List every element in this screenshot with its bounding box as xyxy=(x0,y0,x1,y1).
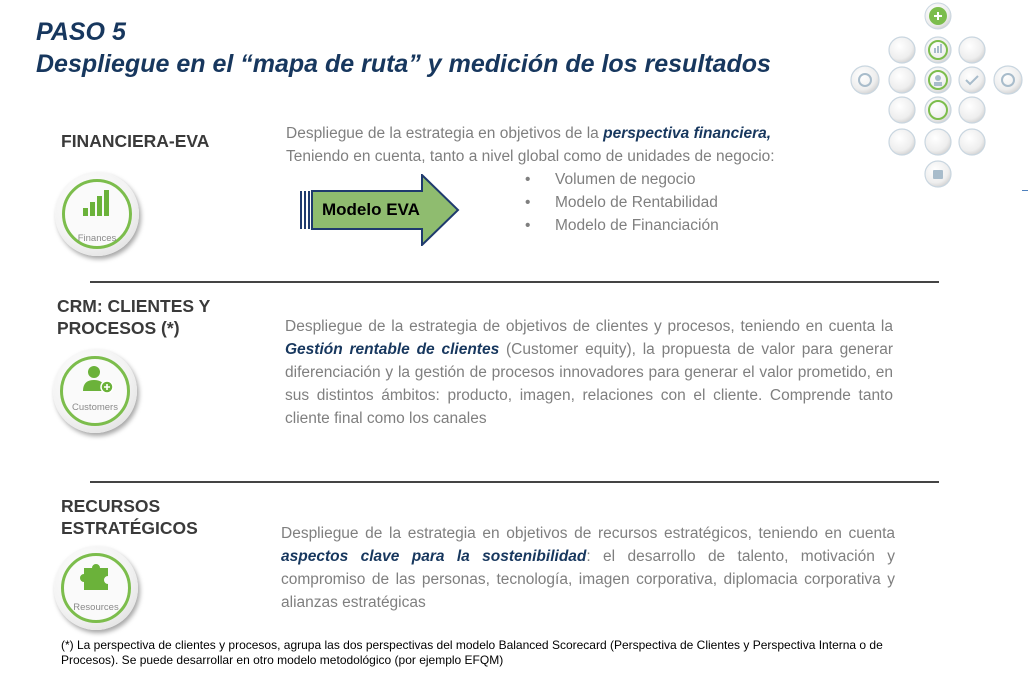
crm-text-2: (Customer equity), la propuesta de valor para generar diferenciación y la gestión de procesos innovadores para generar el valor prometido, en sus distintos ámbitos: producto, imagen, relaciones con el cliente. Comprende tanto cliente final como los canales xyxy=(285,341,893,427)
bar-chart-icon xyxy=(81,188,113,218)
list-item: • Modelo de Rentabilidad xyxy=(525,191,845,214)
resources-description xyxy=(281,522,895,614)
page-title: PASO 5 xyxy=(36,18,126,46)
financial-emphasis: perspectiva financiera, xyxy=(603,125,772,142)
footnote: (*) La perspectiva de clientes y procesos, agrupa las dos perspectivas del modelo Balanced Scorecard (Perspectiva de Clientes y Perspectiva Interna o de Procesos). Se puede desarrollar en otro modelo metodológico (por ejemplo EFQM) xyxy=(61,638,883,667)
resources-text-2: : el desarrollo de talento, motivación y compromiso de las personas, tecnología, imagen corporativa, diplomacia corporativa y alianzas estratégicas xyxy=(281,548,895,611)
page-subtitle: Despliegue en el “mapa de ruta” y medición de los resultados xyxy=(36,50,771,78)
list-item: • Modelo de Financiación xyxy=(525,214,845,237)
list-item: • Volumen de negocio xyxy=(525,168,845,191)
section-title-resources: RECURSOS ESTRATÉGICOS xyxy=(61,496,198,538)
section-divider xyxy=(90,281,939,283)
puzzle-icon xyxy=(80,560,114,592)
section-divider xyxy=(90,481,939,483)
perspectives-icon-cluster xyxy=(845,0,1030,195)
bullet-icon: • xyxy=(525,217,531,234)
finances-badge xyxy=(55,172,139,256)
financial-bullet-list xyxy=(525,168,845,237)
section-title-financial: FINANCIERA-EVA xyxy=(61,131,210,151)
resources-badge-label: Resources xyxy=(73,602,119,613)
section-title-crm: CRM: CLIENTES Y PROCESOS (*) xyxy=(57,296,211,338)
finances-badge-label: Finances xyxy=(77,233,117,244)
resources-badge xyxy=(54,546,138,630)
add-user-icon xyxy=(81,365,115,395)
financial-text-2: Teniendo en cuenta, tanto a nivel global como de unidades de negocio: xyxy=(286,148,775,165)
customers-badge xyxy=(53,349,137,433)
financial-text-1: Despliegue de la estrategia en objetivos de la xyxy=(286,125,604,142)
crm-description xyxy=(285,315,893,430)
crm-text-1: Despliegue de la estrategia de objetivos de clientes y procesos, teniendo en cuenta la xyxy=(285,318,893,335)
resources-text-1: Despliegue de la estrategia en objetivos de recursos estratégicos, teniendo en cuenta xyxy=(281,525,895,542)
resources-emphasis: aspectos clave para la sostenibilidad xyxy=(281,548,587,565)
bullet-icon: • xyxy=(525,194,531,211)
bullet-icon: • xyxy=(525,171,531,188)
customers-badge-label: Customers xyxy=(72,402,118,413)
crm-emphasis: Gestión rentable de clientes xyxy=(285,341,500,358)
financial-description xyxy=(286,122,846,168)
cluster-top-icon xyxy=(925,3,951,29)
eva-model-label: Modelo EVA xyxy=(322,200,420,219)
